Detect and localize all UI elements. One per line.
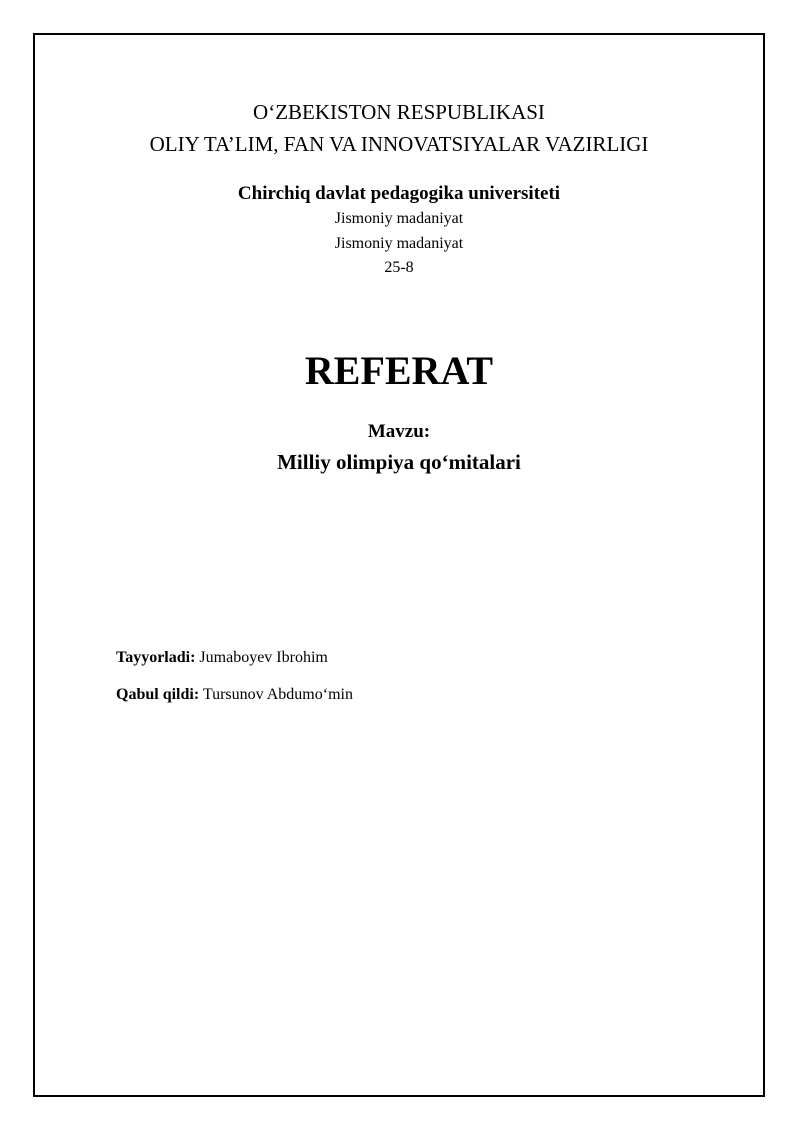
university-name: Chirchiq davlat pedagogika universiteti (237, 183, 561, 204)
department-name: Jismoniy madaniyat (334, 235, 464, 252)
faculty-name: Jismoniy madaniyat (334, 210, 464, 227)
accepted-by-name: Tursunov Abdumo‘min (199, 686, 353, 703)
accepted-by-label: Qabul qildi: (116, 686, 200, 703)
topic-title: Milliy olimpiya qo‘mitalari (277, 450, 521, 474)
group-number: 25-8 (384, 259, 414, 276)
ministry-heading: OLIY TA’LIM, FAN VA INNOVATSIYALAR VAZIRLIGI (149, 132, 649, 156)
topic-label: Mavzu: (367, 421, 431, 442)
prepared-by-line (116, 649, 328, 667)
accepted-by-line (116, 686, 353, 704)
prepared-by-label: Tayyorladi: (116, 649, 196, 666)
prepared-by-name: Jumaboyev Ibrohim (195, 649, 328, 666)
republic-heading: O‘ZBEKISTON RESPUBLIKASI (253, 100, 545, 124)
document-title: REFERAT (304, 348, 494, 393)
